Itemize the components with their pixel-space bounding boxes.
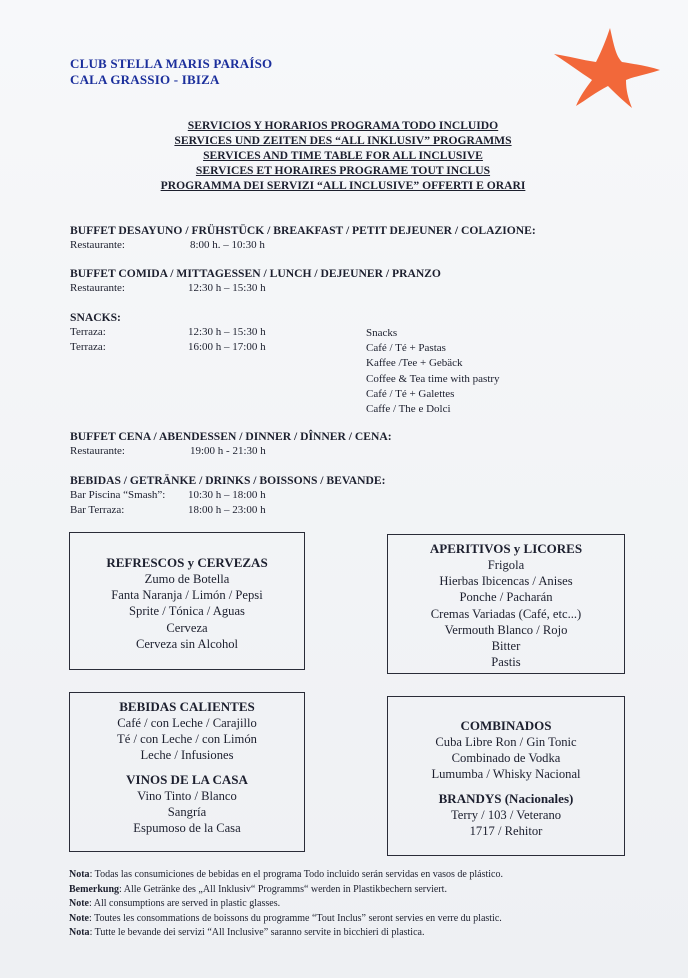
aperitivos-item: Vermouth Blanco / Rojo	[444, 622, 568, 637]
club-header	[70, 56, 272, 88]
drinks-time: 10:30 h – 18:00 h	[188, 489, 266, 501]
snack-item: Caffe / The e Dolci	[366, 403, 451, 416]
vinos-heading: VINOS DE LA CASA	[126, 771, 248, 787]
combinados-heading: COMBINADOS	[460, 718, 552, 733]
aperitivos-item: Frigola	[487, 558, 525, 572]
club-location: CALA GRASSIO - IBIZA	[70, 72, 220, 87]
snacks-time: 16:00 h – 17:00 h	[188, 341, 266, 353]
drinks-heading: BEBIDAS / GETRÄNKE / DRINKS / BOISSONS / BEVANDE:	[70, 474, 386, 487]
snacks-label: Terraza:	[70, 326, 106, 338]
lunch-row	[70, 281, 630, 296]
dinner-label: Restaurante:	[70, 445, 125, 457]
vinos-item: Sangría	[167, 804, 207, 819]
refrescos-item: Sprite / Tónica / Aguas	[129, 604, 245, 619]
aperitivos-item: Cremas Variadas (Café, etc...)	[430, 606, 582, 621]
lunch-section	[70, 267, 630, 296]
brandys-item: Terry / 103 / Veterano	[450, 807, 562, 822]
snack-item: Snacks	[366, 327, 398, 339]
brandys-item: 1717 / Rehitor	[469, 823, 543, 838]
aperitivos-item: Hierbas Ibicencas / Anises	[439, 574, 573, 589]
calientes-item: Café / con Leche / Carajillo	[117, 716, 257, 730]
snacks-time: 12:30 h – 15:30 h	[188, 326, 266, 338]
note-line	[69, 897, 629, 912]
drinks-section	[70, 474, 630, 518]
lunch-heading: BUFFET COMIDA / MITTAGESSEN / LUNCH / DEJEUNER / PRANZO	[70, 267, 441, 280]
refrescos-item: Fanta Naranja / Limón / Pepsi	[111, 588, 263, 603]
snacks-heading: SNACKS:	[70, 311, 121, 324]
dinner-section	[70, 430, 630, 459]
combinados-item: Lumumba / Whisky Nacional	[431, 767, 581, 782]
breakfast-label: Restaurante:	[70, 239, 125, 251]
lunch-time: 12:30 h – 15:30 h	[188, 282, 266, 294]
snack-item: Kaffee /Tee + Gebäck	[366, 357, 463, 370]
snack-item: Coffee & Tea time with pastry	[366, 372, 500, 385]
title-it: PROGRAMMA DEI SERVIZI “ALL INCLUSIVE” OFFERTI E ORARI	[160, 179, 526, 192]
note-label: Nota	[69, 869, 90, 880]
combinados-item: Combinado de Vodka	[451, 751, 561, 766]
snack-item: Café / Té + Pastas	[366, 342, 446, 355]
dinner-row	[70, 444, 630, 459]
aperitivos-item: Ponche / Pacharán	[459, 590, 553, 605]
title-es: SERVICIOS Y HORARIOS PROGRAMA TODO INCLUIDO	[187, 119, 499, 132]
vinos-item: Vino Tinto / Blanco	[137, 788, 237, 803]
snacks-label: Terraza:	[70, 341, 106, 353]
calientes-box	[69, 692, 305, 852]
note-label: Bemerkung	[69, 883, 119, 895]
snacks-section	[70, 311, 370, 355]
dinner-heading: BUFFET CENA / ABENDESSEN / DINNER / DÎNNER / CENA:	[70, 430, 392, 443]
refrescos-item: Cerveza sin Alcohol	[135, 636, 239, 651]
refrescos-item: Zumo de Botella	[144, 572, 230, 586]
snacks-items-list	[366, 326, 500, 417]
combinados-box	[387, 696, 625, 856]
breakfast-time: 8:00 h. – 10:30 h	[190, 239, 265, 251]
aperitivos-box	[387, 534, 625, 674]
drinks-label: Bar Terraza:	[70, 504, 125, 516]
club-name: CLUB STELLA MARIS PARAÍSO	[70, 56, 273, 71]
refrescos-box	[69, 532, 305, 670]
calientes-item: Té / con Leche / con Limón	[117, 732, 257, 747]
aperitivos-heading: APERITIVOS y LICORES	[429, 541, 583, 556]
title-de: SERVICES UND ZEITEN DES “ALL INKLUSIV” PROGRAMMS	[174, 134, 512, 147]
breakfast-section	[70, 224, 630, 253]
drinks-time: 18:00 h – 23:00 h	[188, 504, 266, 516]
breakfast-heading: BUFFET DESAYUNO / FRÜHSTÜCK / BREAKFAST / PETIT DEJEUNER / COLAZIONE:	[70, 224, 536, 237]
calientes-item: Leche / Infusiones	[140, 748, 234, 763]
snacks-row	[70, 325, 370, 340]
snack-item: Café / Té + Galettes	[366, 387, 455, 400]
aperitivos-item: Bitter	[491, 639, 521, 654]
calientes-heading: BEBIDAS CALIENTES	[119, 699, 255, 714]
drinks-row	[70, 488, 630, 503]
note-text: : Tutte le bevande dei servizi “All Inclusive” saranno servite in bicchieri di plastica.	[89, 927, 425, 939]
note-text: : Toutes les consommations de boissons du programme “Tout Inclus” seront servies en verre du plastic.	[89, 912, 502, 924]
refrescos-item: Cerveza	[166, 620, 208, 635]
title-en: SERVICES AND TIME TABLE FOR ALL INCLUSIVE	[203, 149, 483, 162]
note-text: : Todas las consumiciones de bebidas en el programa Todo incluido serán servidas en vasos de plástico.	[89, 869, 503, 880]
title-fr: SERVICES ET HORAIRES PROGRAME TOUT INCLUS	[195, 164, 491, 177]
note-line	[69, 926, 629, 941]
note-label: Note	[69, 912, 89, 924]
breakfast-row	[70, 238, 630, 253]
dinner-time: 19:00 h - 21:30 h	[190, 445, 266, 457]
note-label: Note	[69, 898, 89, 910]
starfish-logo-icon	[552, 26, 662, 110]
notes-section	[69, 868, 629, 941]
combinados-item: Cuba Libre Ron / Gin Tonic	[435, 735, 577, 749]
note-text: : All consumptions are served in plastic glasses.	[89, 898, 281, 910]
drinks-label: Bar Piscina “Smash”:	[70, 489, 166, 501]
note-line	[69, 912, 629, 927]
note-line	[69, 883, 629, 898]
refrescos-heading: REFRESCOS y CERVEZAS	[106, 555, 268, 570]
lunch-label: Restaurante:	[70, 282, 125, 294]
program-titles	[0, 118, 688, 193]
aperitivos-item: Pastis	[491, 655, 521, 670]
drinks-row	[70, 503, 630, 518]
note-line	[69, 868, 629, 883]
note-text: : Alle Getränke des „All Inklusiv“ Programms“ werden in Plastikbechern serviert.	[119, 883, 447, 895]
snacks-row	[70, 340, 370, 355]
vinos-item: Espumoso de la Casa	[133, 821, 241, 836]
brandys-heading: BRANDYS (Nacionales)	[438, 790, 574, 806]
note-label: Nota	[69, 927, 90, 939]
